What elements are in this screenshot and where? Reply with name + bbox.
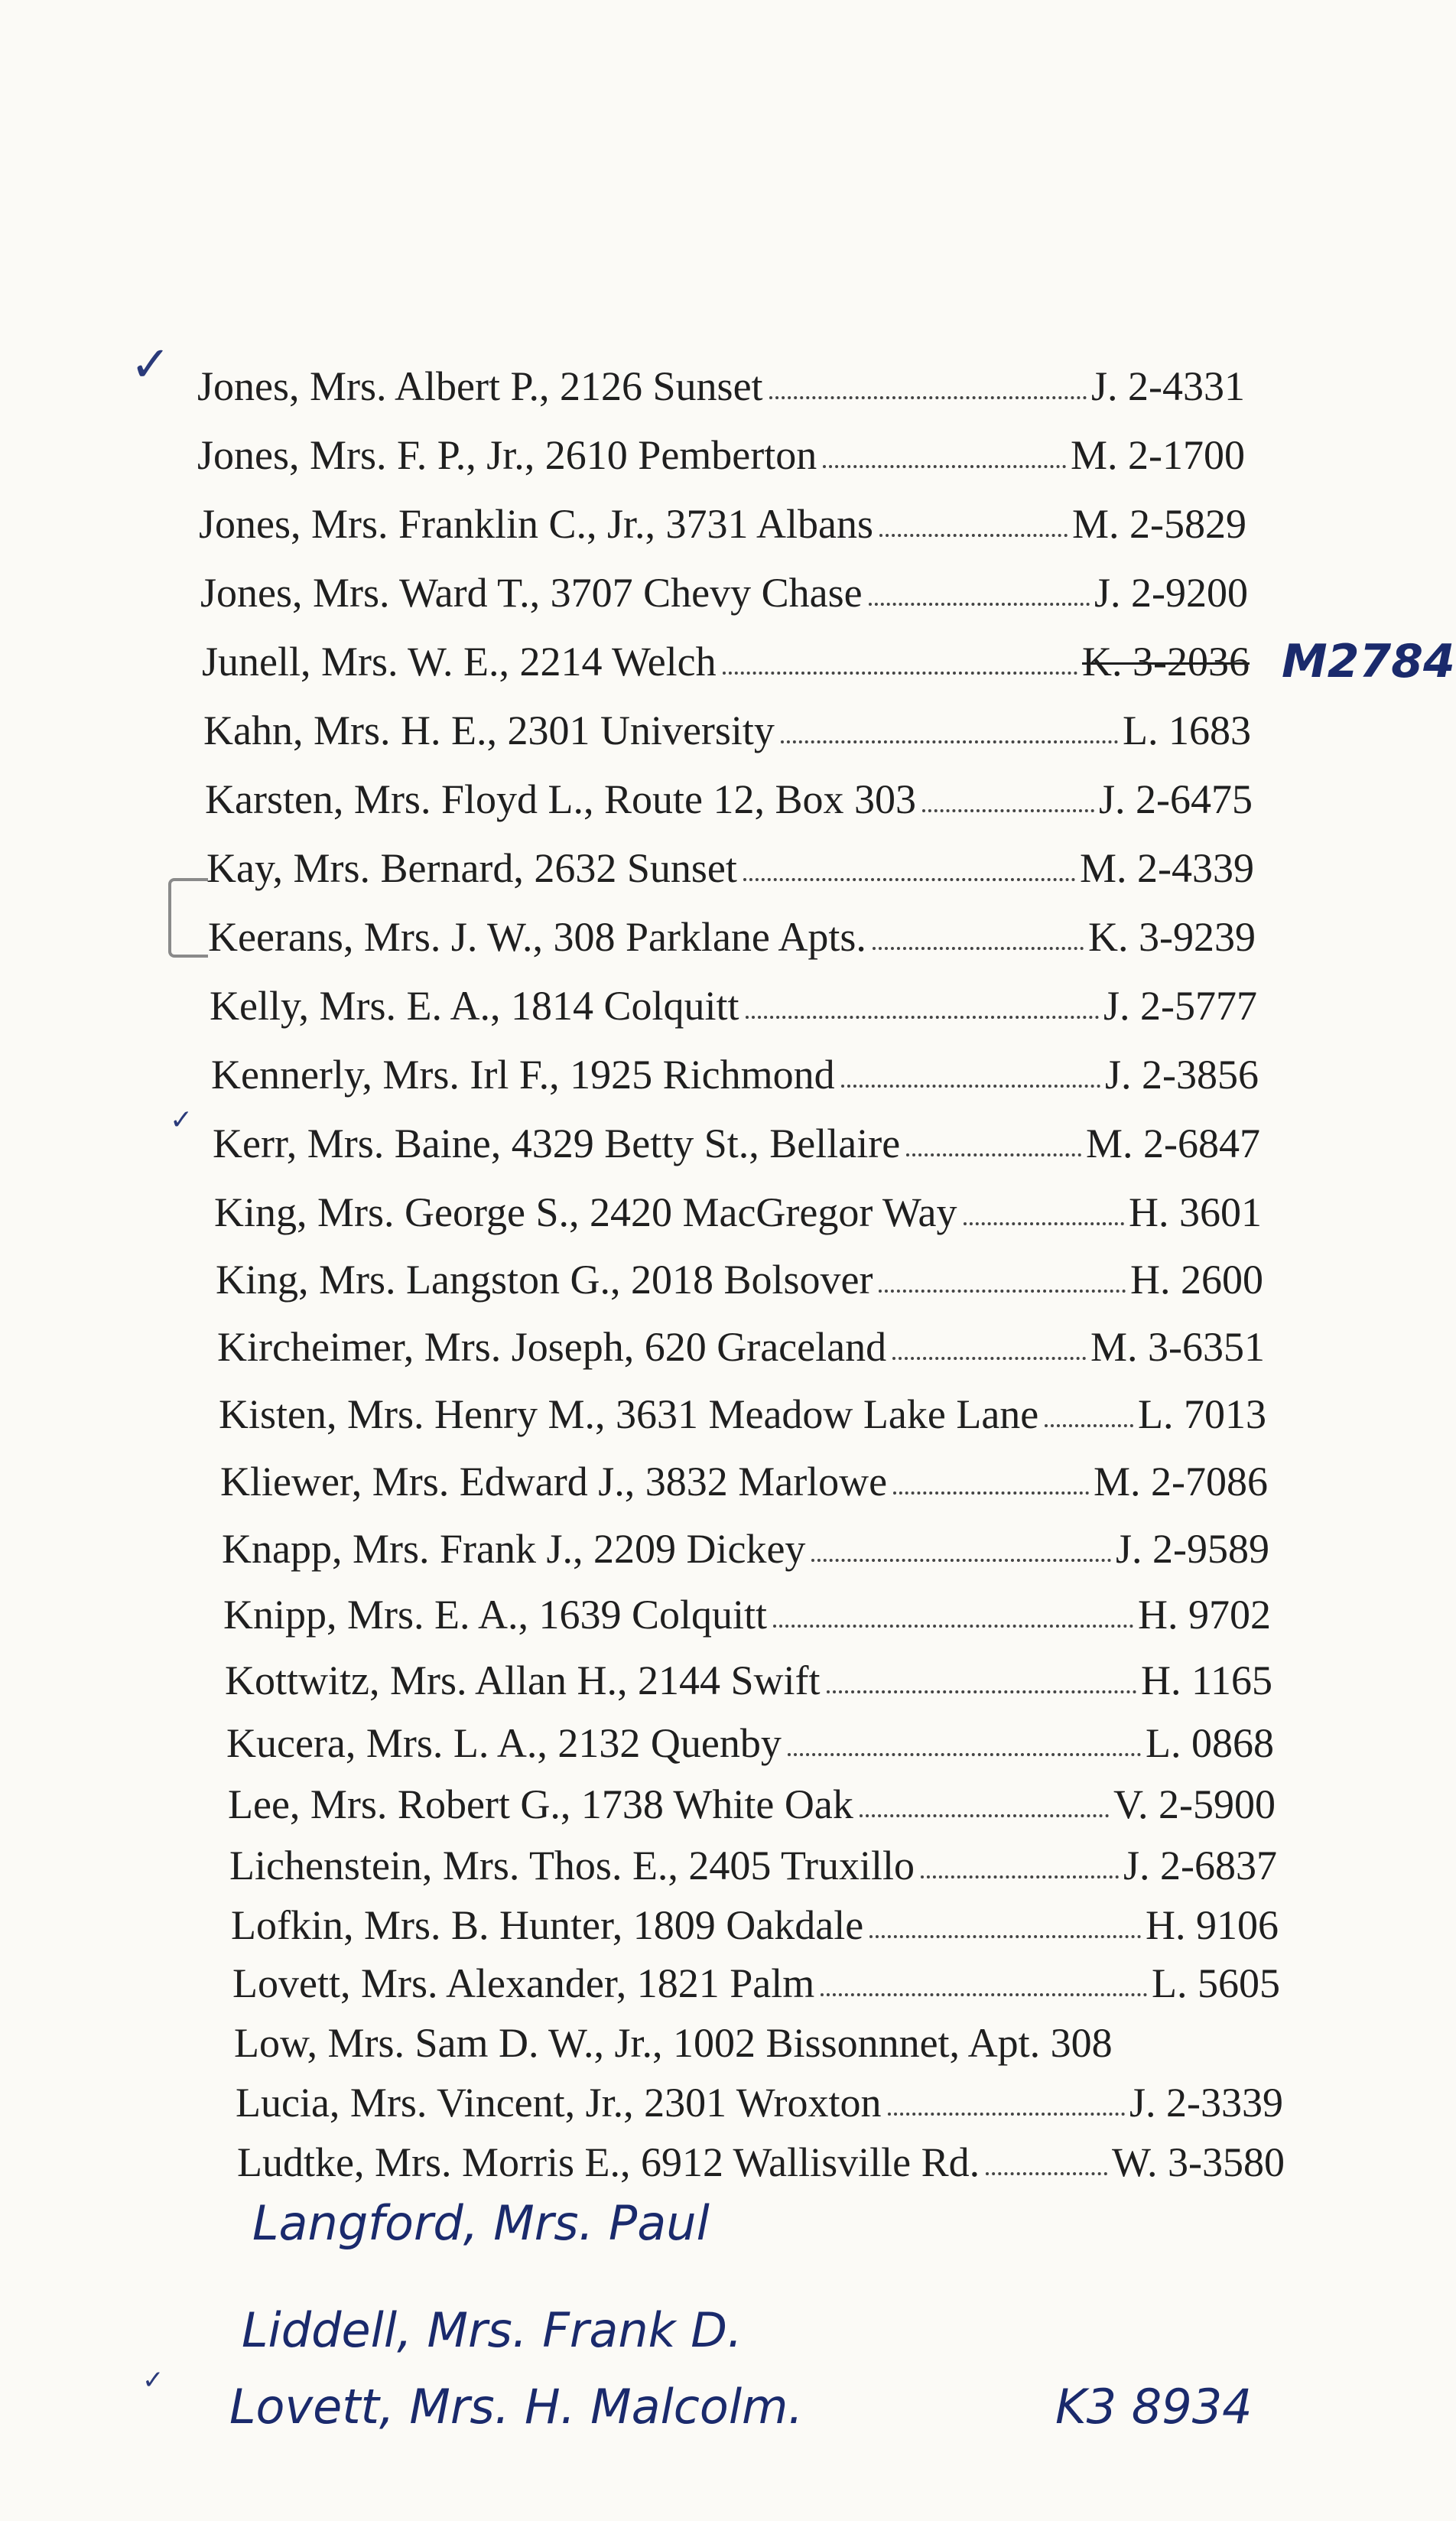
- dot-leader: [986, 2172, 1107, 2175]
- dot-leader: [1045, 1424, 1133, 1427]
- listing-phone: M. 2-1700: [1071, 432, 1245, 478]
- listing-name: Kucera, Mrs. L. A., 2132 Quenby: [226, 1720, 782, 1766]
- listing-phone: J. 2-4331: [1091, 363, 1245, 409]
- listing-entry: [214, 1172, 1262, 1233]
- dot-leader: [860, 1814, 1109, 1817]
- listing-phone: M. 2-6847: [1086, 1121, 1260, 1166]
- listing-entry: [200, 552, 1248, 616]
- listing-entry: [222, 1508, 1269, 1570]
- listing-name: Junell, Mrs. W. E., 2214 Welch: [202, 639, 717, 685]
- listing-phone: L. 0868: [1146, 1720, 1274, 1766]
- listing-phone: J. 2-5777: [1103, 983, 1257, 1029]
- listing-entry: [197, 415, 1245, 476]
- listing-name: Keerans, Mrs. J. W., 308 Parklane Apts.: [208, 914, 866, 960]
- listing-name: Lovett, Mrs. Alexander, 1821 Palm: [232, 1960, 815, 2006]
- listing-phone: H. 9106: [1146, 1902, 1279, 1948]
- pencil-bracket: [168, 878, 208, 958]
- listing-phone: L. 1683: [1123, 708, 1251, 753]
- listing-name: Knipp, Mrs. E. A., 1639 Colquitt: [223, 1592, 768, 1638]
- listing-name: Kelly, Mrs. E. A., 1814 Colquitt: [210, 983, 739, 1029]
- listing-entry: [197, 346, 1245, 407]
- dot-leader: [906, 1153, 1081, 1156]
- listing-phone: J. 2-9589: [1116, 1526, 1269, 1572]
- listing-phone: H. 2600: [1130, 1257, 1263, 1303]
- listing-name: Kircheimer, Mrs. Joseph, 620 Graceland: [217, 1324, 887, 1370]
- dot-leader: [893, 1491, 1089, 1495]
- listing-name: Lofkin, Mrs. B. Hunter, 1809 Oakdale: [231, 1902, 864, 1948]
- listing-phone: J. 2-9200: [1094, 570, 1248, 616]
- listing-name: Jones, Mrs. Franklin C., Jr., 3731 Albans: [199, 501, 874, 547]
- listing-entry: [213, 1103, 1260, 1164]
- listing-phone: J. 2-3856: [1105, 1052, 1259, 1098]
- listing-name: Kay, Mrs. Bernard, 2632 Sunset: [206, 845, 737, 891]
- listing-entry: [226, 1703, 1274, 1764]
- listing-entry: [236, 2062, 1283, 2126]
- dot-leader: [888, 2113, 1126, 2116]
- dot-leader: [788, 1753, 1141, 1756]
- dot-leader: [769, 396, 1087, 399]
- listing-phone: K. 3-9239: [1088, 914, 1256, 960]
- dot-leader: [723, 672, 1077, 675]
- listing-name: Jones, Mrs. Albert P., 2126 Sunset: [197, 363, 763, 409]
- listing-entry: [203, 690, 1251, 751]
- listing-name: Jones, Mrs. Ward T., 3707 Chevy Chase: [200, 570, 863, 616]
- listing-entry: [234, 2002, 1136, 2064]
- listing-name: King, Mrs. George S., 2420 MacGregor Way: [214, 1189, 957, 1235]
- listing-phone: L. 5605: [1152, 1960, 1280, 2006]
- dot-leader: [879, 1290, 1126, 1293]
- listing-phone: W. 3-3580: [1112, 2139, 1285, 2185]
- dot-leader: [746, 1016, 1099, 1019]
- listing-name: Lichenstein, Mrs. Thos. E., 2405 Truxillo: [229, 1843, 915, 1888]
- check-mark-jones: ✓: [130, 337, 171, 393]
- listing-name: Knapp, Mrs. Frank J., 2209 Dickey: [222, 1526, 806, 1572]
- dot-leader: [964, 1222, 1125, 1225]
- listing-entry: [216, 1239, 1263, 1303]
- listing-name: Kerr, Mrs. Baine, 4329 Betty St., Bellaire: [213, 1121, 901, 1166]
- listing-phone: H. 1165: [1141, 1657, 1272, 1703]
- dot-leader: [892, 1357, 1086, 1360]
- listing-entry: [211, 1034, 1259, 1098]
- listing-name: Lucia, Mrs. Vincent, Jr., 2301 Wroxton: [236, 2080, 882, 2126]
- dot-leader: [781, 740, 1118, 743]
- handwritten-added-name: Liddell, Mrs. Frank D.: [242, 2302, 743, 2358]
- dot-leader: [743, 878, 1075, 881]
- listing-phone: J. 2-3339: [1129, 2080, 1283, 2126]
- check-mark-kerr: ✓: [170, 1104, 193, 1136]
- listing-entry: [205, 759, 1253, 820]
- listing-name: Kennerly, Mrs. Irl F., 1925 Richmond: [211, 1052, 835, 1098]
- listing-entry: [202, 621, 1250, 685]
- listing-phone: J. 2-6837: [1123, 1843, 1277, 1888]
- listing-phone: M. 2-5829: [1072, 501, 1246, 547]
- dot-leader: [827, 1690, 1137, 1693]
- dot-leader: [873, 947, 1084, 950]
- listing-entry: [210, 965, 1257, 1029]
- listing-entry: [206, 828, 1254, 889]
- listing-entry: [219, 1374, 1266, 1435]
- listing-entry: [232, 1943, 1280, 2004]
- listing-phone: J. 2-6475: [1099, 776, 1253, 822]
- dot-leader: [879, 534, 1068, 537]
- listing-name: Kahn, Mrs. H. E., 2301 University: [203, 708, 775, 753]
- dot-leader: [921, 1875, 1119, 1879]
- listing-entry: [220, 1441, 1268, 1502]
- listing-name: Kisten, Mrs. Henry M., 3631 Meadow Lake Lane: [219, 1391, 1039, 1437]
- listing-name: Low, Mrs. Sam D. W., Jr., 1002 Bissonnnet, Apt. 308: [234, 2020, 1113, 2066]
- dot-leader: [823, 465, 1066, 468]
- handwritten-added-name: Lovett, Mrs. H. Malcolm.: [229, 2379, 804, 2435]
- listing-phone: V. 2-5900: [1113, 1781, 1276, 1827]
- listing-entry: [208, 896, 1256, 958]
- dot-leader: [821, 1993, 1147, 1996]
- listing-phone: M. 2-7086: [1094, 1459, 1268, 1504]
- listing-phone: L. 7013: [1138, 1391, 1266, 1437]
- listing-phone: H. 3601: [1129, 1189, 1262, 1235]
- listing-phone: M. 2-4339: [1080, 845, 1254, 891]
- listing-name: Kliewer, Mrs. Edward J., 3832 Marlowe: [220, 1459, 888, 1504]
- listing-entry: [229, 1825, 1277, 1886]
- listing-entry: [237, 2122, 1285, 2183]
- dot-leader: [869, 1935, 1141, 1938]
- listing-entry: [228, 1764, 1276, 1825]
- listing-name: King, Mrs. Langston G., 2018 Bolsover: [216, 1257, 873, 1303]
- dot-leader: [922, 809, 1094, 812]
- dot-leader: [811, 1559, 1111, 1562]
- check-mark-lovett: ✓: [142, 2365, 164, 2396]
- dot-leader: [773, 1625, 1133, 1628]
- listing-entry: [199, 483, 1246, 545]
- listing-name: Jones, Mrs. F. P., Jr., 2610 Pemberton: [197, 432, 817, 478]
- handwritten-added-name: Langford, Mrs. Paul: [252, 2195, 710, 2251]
- listing-entry: [223, 1574, 1271, 1638]
- listing-entry: [217, 1306, 1265, 1368]
- listing-phone: H. 9702: [1138, 1592, 1271, 1638]
- handwritten-added-phone: K3 8934: [1055, 2379, 1253, 2435]
- listing-name: Karsten, Mrs. Floyd L., Route 12, Box 303: [205, 776, 916, 822]
- listing-phone-struck: K. 3-2036: [1082, 639, 1250, 685]
- listing-phone: M. 3-6351: [1090, 1324, 1265, 1370]
- listing-entry: [225, 1640, 1272, 1701]
- dot-leader: [841, 1085, 1100, 1088]
- handwritten-new-phone: M2784: [1282, 635, 1455, 688]
- listing-name: Kottwitz, Mrs. Allan H., 2144 Swift: [225, 1657, 821, 1703]
- listing-name: Lee, Mrs. Robert G., 1738 White Oak: [228, 1781, 853, 1827]
- listing-entry: [231, 1885, 1279, 1946]
- listing-name: Ludtke, Mrs. Morris E., 6912 Wallisville Rd.: [237, 2139, 980, 2185]
- dot-leader: [869, 603, 1090, 606]
